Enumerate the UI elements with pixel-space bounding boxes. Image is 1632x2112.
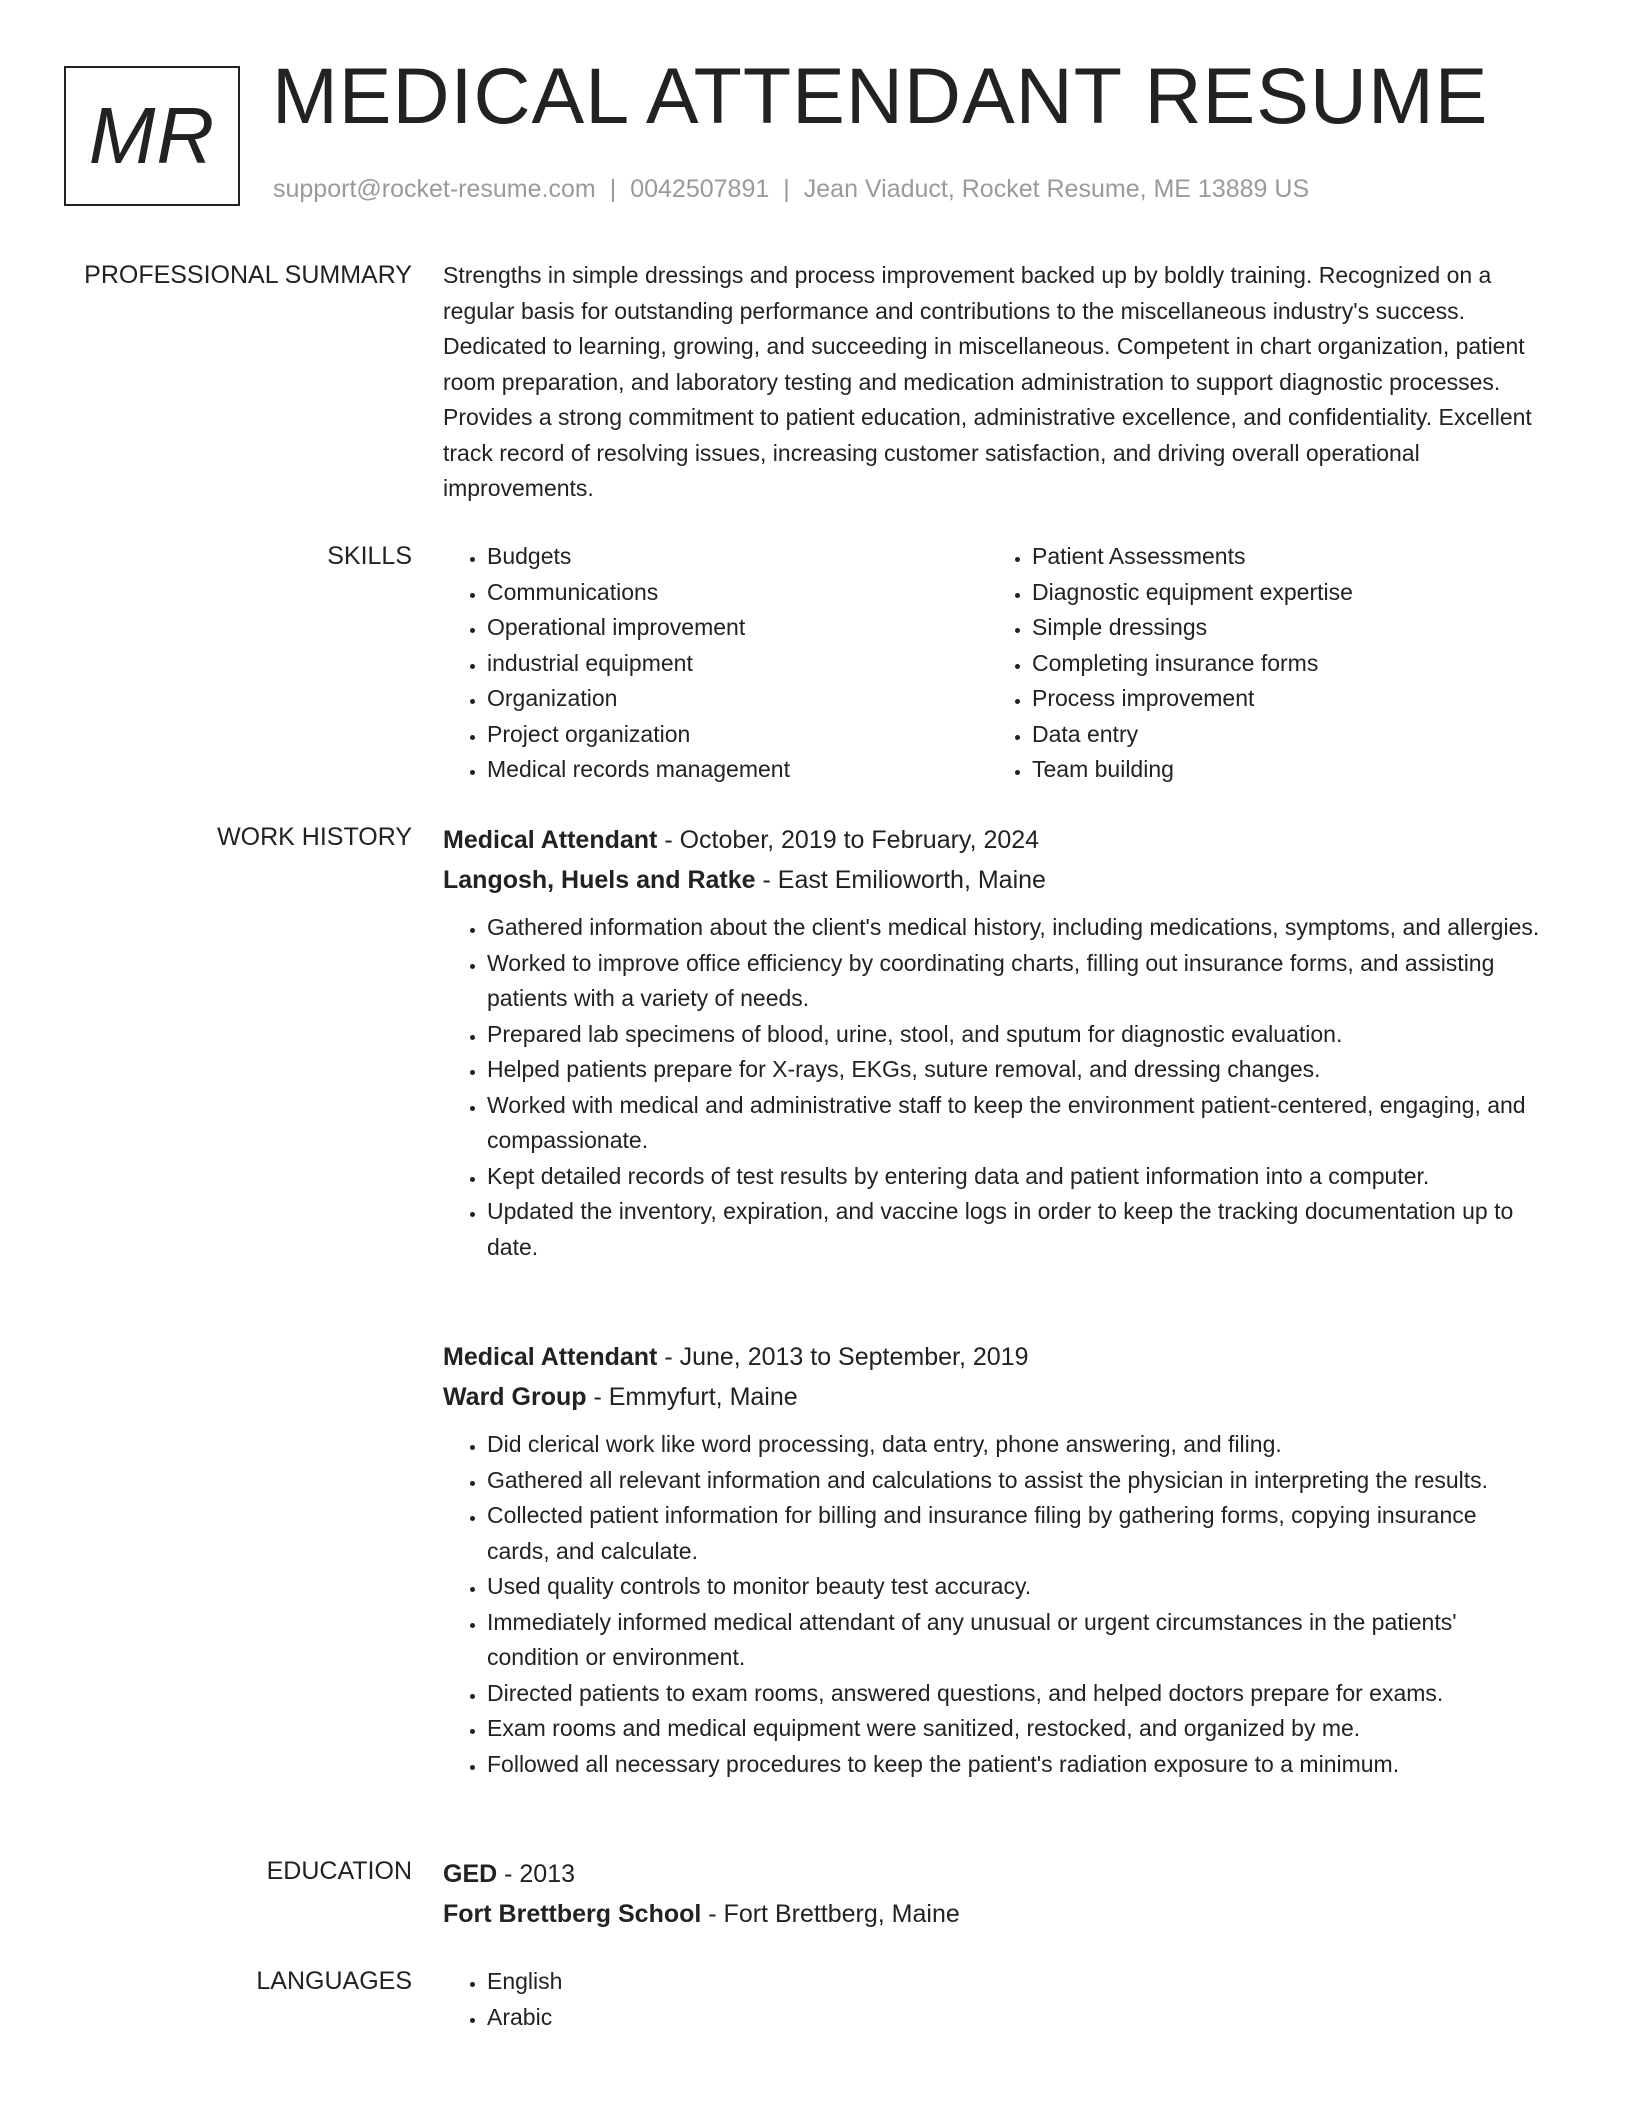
job-duty-item: • Collected patient information for billing and insurance filing by gathering forms, copying insurance cards, and calculate. (487, 1498, 1543, 1569)
skill-item: • Team building (1032, 752, 1533, 788)
degree-line (443, 1854, 1543, 1894)
contact-separator: | (609, 175, 617, 203)
skills-list-right (988, 539, 1533, 788)
contact-line (273, 175, 1309, 204)
work-history-body (443, 1337, 1543, 1782)
school-location: - Fort Brettberg, Maine (701, 1900, 960, 1928)
skill-item: • industrial equipment (487, 646, 988, 682)
job-title: Medical Attendant (443, 1343, 658, 1371)
job-duty-item: • Worked to improve office efficiency by coordinating charts, filling out insurance forms, and assisting patients with a variety of needs. (487, 946, 1543, 1017)
work-history-heading: WORK HISTORY (217, 823, 412, 851)
skills-body (443, 539, 1543, 788)
education-heading: EDUCATION (266, 1857, 412, 1885)
contact-separator: | (783, 175, 790, 203)
monogram-box (64, 66, 240, 206)
job-duty-item: • Updated the inventory, expiration, and vaccine logs in order to keep the tracking documentation up to date. (487, 1194, 1543, 1265)
skill-item: • Simple dressings (1032, 610, 1533, 646)
job-dates: - October, 2019 to February, 2024 (657, 826, 1040, 854)
job-title: Medical Attendant (443, 826, 658, 854)
skill-item: • Medical records management (487, 752, 988, 788)
job-duty-item: • Exam rooms and medical equipment were sanitized, restocked, and organized by me. (487, 1711, 1543, 1747)
skill-item: • Organization (487, 681, 988, 717)
job-dates: - June, 2013 to September, 2019 (657, 1343, 1029, 1371)
job-duty-item: • Prepared lab specimens of blood, urine, stool, and sputum for diagnostic evaluation. (487, 1017, 1543, 1053)
job-location: - Emmyfurt, Maine (586, 1383, 798, 1411)
monogram-initials: MR (88, 91, 216, 180)
job-duty-item: • Directed patients to exam rooms, answered questions, and helped doctors prepare for exams. (487, 1676, 1543, 1712)
skill-item: • Completing insurance forms (1032, 646, 1533, 682)
degree-name: GED (443, 1860, 498, 1888)
job-location: - East Emilioworth, Maine (755, 866, 1046, 894)
skill-item: • Operational improvement (487, 610, 988, 646)
skills-list-left (443, 539, 988, 788)
job-company: Ward Group (443, 1383, 587, 1411)
languages-heading: LANGUAGES (256, 1967, 412, 1995)
job-entry (443, 1337, 1543, 1782)
summary-body (443, 258, 1543, 507)
skills-heading: SKILLS (327, 542, 412, 570)
job-duty-item: • Did clerical work like word processing, data entry, phone answering, and filing. (487, 1427, 1543, 1463)
school-name: Fort Brettberg School (443, 1900, 702, 1928)
skills-column-right (988, 539, 1533, 788)
language-item: • Arabic (487, 2000, 1543, 2036)
job-duty-item: • Kept detailed records of test results by entering data and patient information into a computer. (487, 1159, 1543, 1195)
job-duty-item: • Worked with medical and administrative staff to keep the environment patient-centered, engaging, and compassionate. (487, 1088, 1543, 1159)
languages-body (443, 1964, 1543, 2035)
skill-item: • Patient Assessments (1032, 539, 1533, 575)
skills-column-left (443, 539, 988, 788)
job-company-line (443, 860, 1543, 900)
skill-item: • Data entry (1032, 717, 1533, 753)
job-duty-item: • Gathered information about the client's medical history, including medications, symptoms, and allergies. (487, 910, 1543, 946)
job-duties-list (443, 910, 1543, 1265)
skills-grid (443, 539, 1543, 788)
job-title-line (443, 1337, 1543, 1377)
job-duty-item: • Helped patients prepare for X-rays, EKGs, suture removal, and dressing changes. (487, 1052, 1543, 1088)
contact-email: support@rocket-resume.com (273, 175, 596, 203)
job-duties-list (443, 1427, 1543, 1782)
language-item: • English (487, 1964, 1543, 2000)
job-entry (443, 820, 1543, 1265)
skill-item: • Diagnostic equipment expertise (1032, 575, 1533, 611)
education-body (443, 1854, 1543, 1934)
summary-text: Strengths in simple dressings and process improvement backed up by boldly training. Recognized on a regular basis for outstanding performance and contributions to the miscellaneous industry's success. Dedicated to learning, growing, and succeeding in miscellaneous. Competent in chart organization, patient room preparation, and laboratory testing and medication administration to support diagnostic processes. Provides a strong commitment to patient education, administrative excellence, and confidentiality. Excellent track record of resolving issues, increasing customer satisfaction, and driving overall operational improvements. (443, 262, 1532, 501)
contact-phone: 0042507891 (630, 175, 770, 203)
job-title-line (443, 820, 1543, 860)
school-line (443, 1894, 1543, 1934)
degree-year: - 2013 (497, 1860, 576, 1888)
resume-title: MEDICAL ATTENDANT RESUME (272, 51, 1489, 140)
job-company: Langosh, Huels and Ratke (443, 866, 756, 894)
job-duty-item: • Followed all necessary procedures to keep the patient's radiation exposure to a minimum. (487, 1747, 1543, 1783)
job-duty-item: • Used quality controls to monitor beauty test accuracy. (487, 1569, 1543, 1605)
summary-heading: PROFESSIONAL SUMMARY (84, 261, 412, 289)
job-duty-item: • Immediately informed medical attendant of any unusual or urgent circumstances in the patients' condition or environment. (487, 1605, 1543, 1676)
skill-item: • Project organization (487, 717, 988, 753)
job-duty-item: • Gathered all relevant information and calculations to assist the physician in interpreting the results. (487, 1463, 1543, 1499)
skill-item: • Budgets (487, 539, 988, 575)
work-history-body (443, 820, 1543, 1265)
job-company-line (443, 1377, 1543, 1417)
contact-address: Jean Viaduct, Rocket Resume, ME 13889 US (803, 175, 1310, 203)
languages-list (443, 1964, 1543, 2035)
skill-item: • Process improvement (1032, 681, 1533, 717)
skill-item: • Communications (487, 575, 988, 611)
